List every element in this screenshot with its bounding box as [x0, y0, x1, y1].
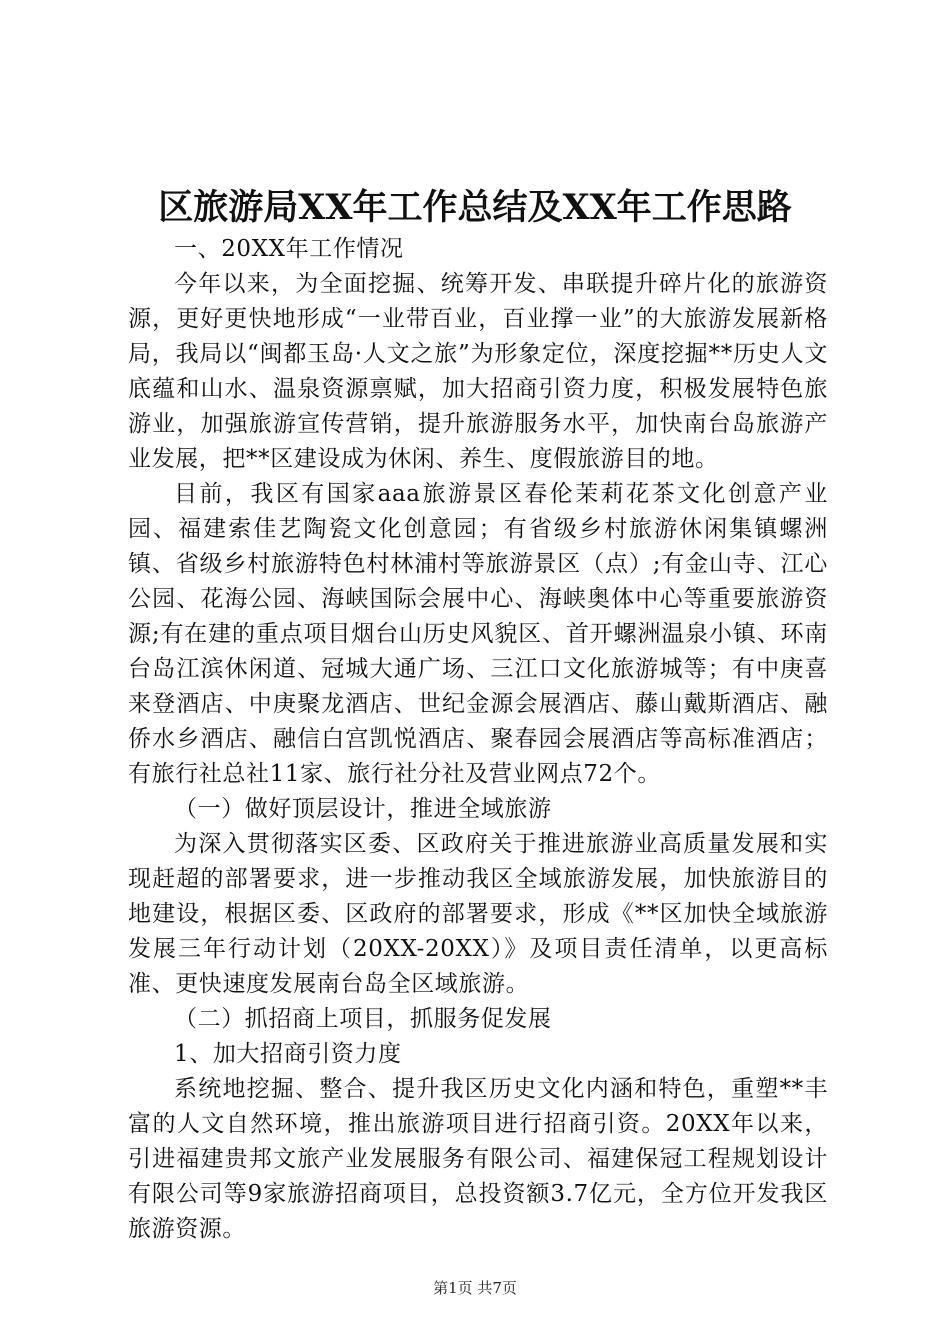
subheading-investment: （二）抓招商上项目，抓服务促发展 — [174, 1006, 552, 1032]
paragraph-overview: 今年以来，为全面挖掘、统筹开发、串联提升碎片化的旅游资源，更好更快地形成“一业带百业，百业撑一业”的大旅游发展新格局，我局以“闽都玉岛·人文之旅”为形象定位，深度挖掘**历史人文底蕴和山水、温泉资源禀赋，加大招商引资力度，积极发展特色旅游业，加强旅游宣传营销，提升旅游服务水平，加快南台岛旅游产业发展，把**区建设成为休闲、养生、度假旅游目的地。 — [128, 271, 828, 472]
subheading-investment-1: 1、加大招商引资力度 — [174, 1041, 402, 1067]
subheading-top-level-design: （一）做好顶层设计，推进全域旅游 — [174, 796, 552, 822]
paragraph-top-level-design: 为深入贯彻落实区委、区政府关于推进旅游业高质量发展和实现赶超的部署要求，进一步推动我区全域旅游发展，加快旅游目的地建设，根据区委、区政府的部署要求，形成《**区加快全域旅游发展三年行动计划（20XX-20XX）》及项目责任清单，以更高标准、更快速度发展南台岛全区域旅游。 — [128, 831, 828, 997]
section-heading-work-status: 一、20XX年工作情况 — [174, 236, 404, 262]
document-title: 区旅游局XX年工作总结及XX年工作思路 — [158, 187, 792, 228]
page-footer: 第1页 共7页 — [433, 1279, 517, 1297]
document-body — [128, 232, 828, 1247]
paragraph-current-resources: 目前，我区有国家aaa旅游景区春伦茉莉花茶文化创意产业园、福建索佳艺陶瓷文化创意园；有省级乡村旅游休闲集镇螺洲镇、省级乡村旅游特色村林浦村等旅游景区（点）;有金山寺、江心公园、花海公园、海峡国际会展中心、海峡奥体中心等重要旅游资源;有在建的重点项目烟台山历史风貌区、首开螺洲温泉小镇、环南台岛江滨休闲道、冠城大通广场、三江口文化旅游城等；有中庚喜来登酒店、中庚聚龙酒店、世纪金源会展酒店、藤山戴斯酒店、融侨水乡酒店、融信白宫凯悦酒店、聚春园会展酒店等高标准酒店；有旅行社总社11家、旅行社分社及营业网点72个。 — [128, 481, 828, 787]
paragraph-investment: 系统地挖掘、整合、提升我区历史文化内涵和特色，重塑**丰富的人文自然环境，推出旅游项目进行招商引资。20XX年以来，引进福建贵邦文旅产业发展服务有限公司、福建保冠工程规划设计有限公司等9家旅游招商项目，总投资额3.7亿元，全方位开发我区旅游资源。 — [128, 1076, 828, 1242]
